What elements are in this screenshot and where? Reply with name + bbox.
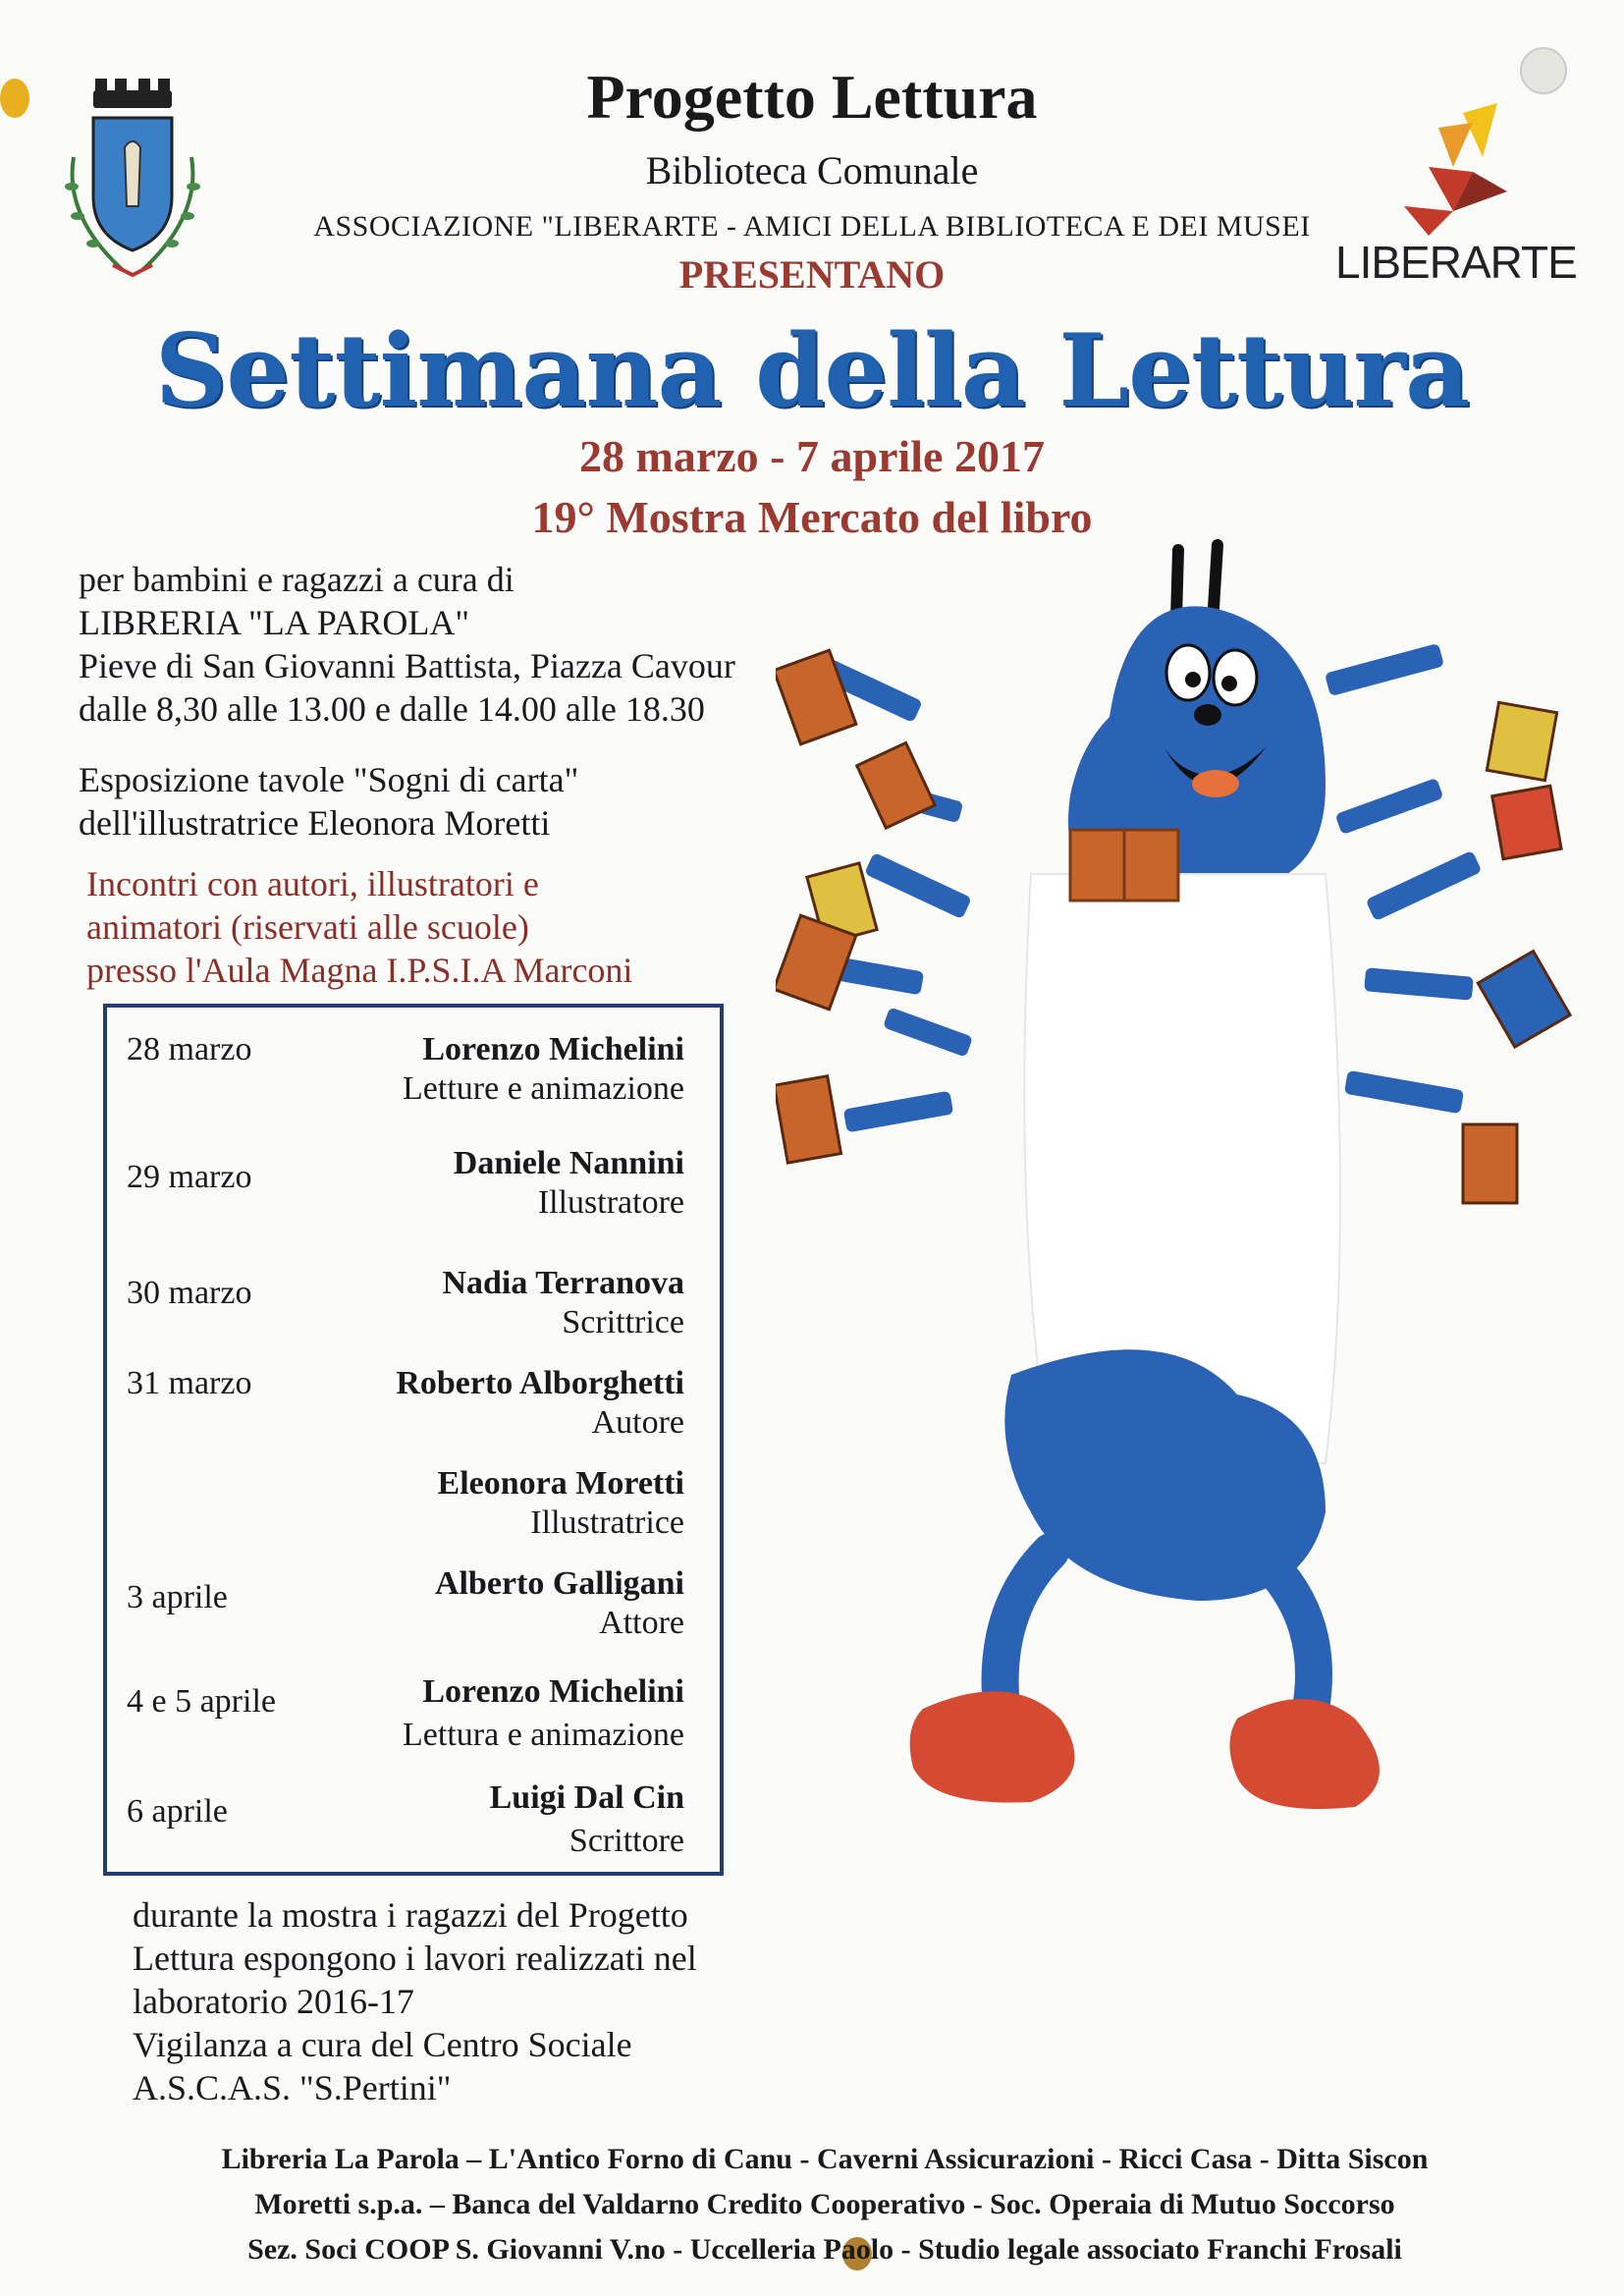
mostra-label: 19° Mostra Mercato del libro bbox=[531, 492, 1093, 542]
footer-line: Vigilanza a cura del Centro Sociale bbox=[133, 2025, 632, 2064]
schedule-name: Lorenzo Michelini bbox=[422, 1031, 684, 1067]
schedule-role: Illustratrice bbox=[530, 1504, 684, 1541]
eye-right bbox=[1214, 650, 1257, 705]
schedule-date: 31 marzo bbox=[127, 1365, 252, 1401]
sponsors-block bbox=[108, 2137, 1542, 2272]
book-icon bbox=[1487, 702, 1556, 780]
schedule-name: Roberto Alborghetti bbox=[396, 1365, 684, 1401]
schedule-date: 4 e 5 aprile bbox=[127, 1683, 276, 1720]
schedule-date: 29 marzo bbox=[127, 1159, 252, 1195]
schedule-date: 3 aprile bbox=[127, 1579, 228, 1615]
eye-left bbox=[1166, 645, 1210, 700]
schedule-name: Lorenzo Michelini bbox=[422, 1673, 684, 1710]
library-subtitle: Biblioteca Comunale bbox=[645, 148, 979, 192]
schedule-name: Luigi Dal Cin bbox=[489, 1779, 684, 1816]
sponsors-line: Sez. Soci COOP S. Giovanni V.no - Uccelleria Paolo - Studio legale associato Franchi Frosali bbox=[247, 2233, 1402, 2266]
exhibition-line: Esposizione tavole "Sogni di carta" bbox=[79, 760, 579, 799]
schedule-role: Letture e animazione bbox=[403, 1070, 684, 1107]
intro-block bbox=[79, 558, 735, 731]
incontri-line: animatori (riservati alle scuole) bbox=[86, 907, 529, 947]
event-title: Settimana della Lettura bbox=[154, 312, 1470, 430]
intro-line: per bambini e ragazzi a cura di bbox=[79, 560, 514, 599]
leg-right bbox=[1267, 1561, 1314, 1709]
schedule-name: Nadia Terranova bbox=[442, 1265, 684, 1301]
schedule-name: Eleonora Moretti bbox=[437, 1465, 684, 1502]
sponsors-line: Libreria La Parola – L'Antico Forno di Canu - Caverni Assicurazioni - Ricci Casa - Ditta Siscon bbox=[221, 2143, 1429, 2175]
book-icon bbox=[776, 650, 856, 744]
schedule-date: 28 marzo bbox=[127, 1031, 252, 1067]
association-subtitle: ASSOCIAZIONE "LIBERARTE - AMICI DELLA BIBLIOTECA E DEI MUSEI bbox=[313, 210, 1311, 243]
footer-line: laboratorio 2016-17 bbox=[133, 1982, 414, 2021]
schedule-role: Attore bbox=[599, 1605, 684, 1641]
mascot-tongue bbox=[1192, 770, 1239, 797]
liberarte-logo-text: LIBERARTE bbox=[1335, 237, 1577, 288]
schedule-name: Daniele Nannini bbox=[453, 1145, 684, 1181]
intro-line: Pieve di San Giovanni Battista, Piazza Cavour bbox=[79, 646, 735, 685]
sponsors-line: Moretti s.p.a. – Banca del Valdarno Credito Cooperativo - Soc. Operaia di Mutuo Soccorso bbox=[254, 2188, 1395, 2220]
book-icon bbox=[776, 1076, 841, 1163]
footer-line: durante la mostra i ragazzi del Progetto bbox=[133, 1895, 688, 1935]
event-dates: 28 marzo - 7 aprile 2017 bbox=[579, 431, 1045, 481]
book-icon bbox=[1463, 1124, 1517, 1203]
schedule-date: 30 marzo bbox=[127, 1275, 252, 1311]
schedule-role: Lettura e animazione bbox=[403, 1717, 684, 1753]
footer-line: A.S.C.A.S. "S.Pertini" bbox=[133, 2068, 452, 2107]
incontri-block bbox=[86, 862, 632, 992]
book-icon bbox=[1478, 952, 1570, 1047]
page-title: Progetto Lettura bbox=[586, 62, 1038, 132]
exhibition-block bbox=[79, 758, 578, 845]
book-icon bbox=[1492, 786, 1561, 858]
schedule-role: Illustratore bbox=[537, 1184, 684, 1221]
schedule-role: Scrittore bbox=[568, 1823, 684, 1859]
footer-line: Lettura espongono i lavori realizzati nel bbox=[133, 1939, 697, 1978]
intro-line: dalle 8,30 alle 13.00 e dalle 14.00 alle 18.30 bbox=[79, 689, 705, 729]
schedule-date: 6 aprile bbox=[127, 1793, 228, 1830]
bookworm-mascot-illustration bbox=[776, 530, 1581, 2003]
schedule-box bbox=[103, 1004, 724, 1876]
leg-left bbox=[1001, 1552, 1051, 1709]
schedule-name: Alberto Galligani bbox=[434, 1565, 684, 1602]
intro-line: LIBRERIA "LA PAROLA" bbox=[79, 603, 470, 642]
presentano-label: PRESENTANO bbox=[678, 252, 946, 297]
incontri-line: Incontri con autori, illustratori e bbox=[86, 864, 539, 903]
shoe-left-icon bbox=[910, 1691, 1075, 1802]
incontri-line: presso l'Aula Magna I.P.S.I.A Marconi bbox=[86, 951, 633, 990]
exhibition-line: dell'illustratrice Eleonora Moretti bbox=[79, 803, 551, 843]
schedule-role: Autore bbox=[591, 1404, 684, 1441]
schedule-role: Scrittrice bbox=[562, 1304, 684, 1340]
shoe-right-icon bbox=[1230, 1699, 1380, 1809]
mascot-nose bbox=[1194, 704, 1221, 726]
footer-block bbox=[133, 1893, 697, 2109]
book-icon bbox=[857, 742, 935, 828]
